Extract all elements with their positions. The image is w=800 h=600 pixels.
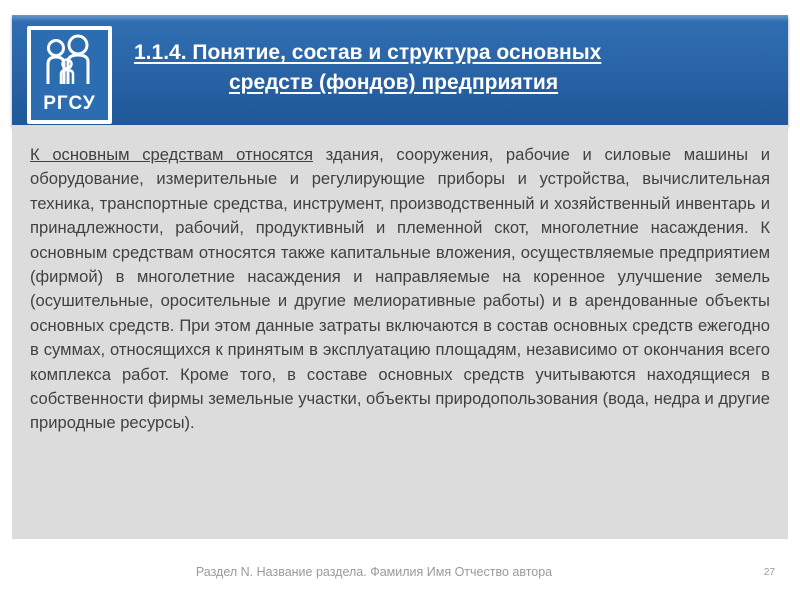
- logo-text: РГСУ: [43, 93, 96, 114]
- footer-caption: Раздел N. Название раздела. Фамилия Имя Отчество автора: [195, 565, 553, 579]
- body-text: здания, сооружения, рабочие и силовые машины и оборудование, измерительные и регулирующие приборы и устройства, вычислительная техника, транспортные средства, инструмент, производственный и хозяйственный инвентарь и принадлежности, рабочий, продуктивный и племенной скот, многолетние насаждения. К основным средствам относятся также капитальные вложения, осуществляемые предприятием (фирмой) в многолетние насаждения и направляемые на коренное улучшение земель (осушительные, оросительные и другие мелиоративные работы) и в арендованные объекты основных средств. При этом данные затраты включаются в состав основных средств ежегодно в суммах, относящихся к принятым в эксплуатацию площадям, независимо от окончания всего комплекса работ. Кроме того, в составе основных средств учитываются находящиеся в собственности фирмы земельные участки, объекты природопользования (вода, недра и другие природные ресурсы).: [30, 145, 770, 433]
- page-number: 27: [763, 567, 775, 578]
- rgsu-logo: [27, 26, 112, 124]
- body-intro-underlined: К основным средствам относятся: [30, 145, 313, 164]
- slide-title-line-1: 1.1.4. Понятие, состав и структура основных: [134, 41, 602, 64]
- slide-title: [134, 38, 774, 98]
- slide-title-line-2: средств (фондов) предприятия: [229, 71, 559, 94]
- content-panel: [12, 125, 788, 539]
- body-paragraph: [30, 143, 770, 436]
- slide-header: [12, 15, 788, 126]
- header-shine: [12, 15, 788, 22]
